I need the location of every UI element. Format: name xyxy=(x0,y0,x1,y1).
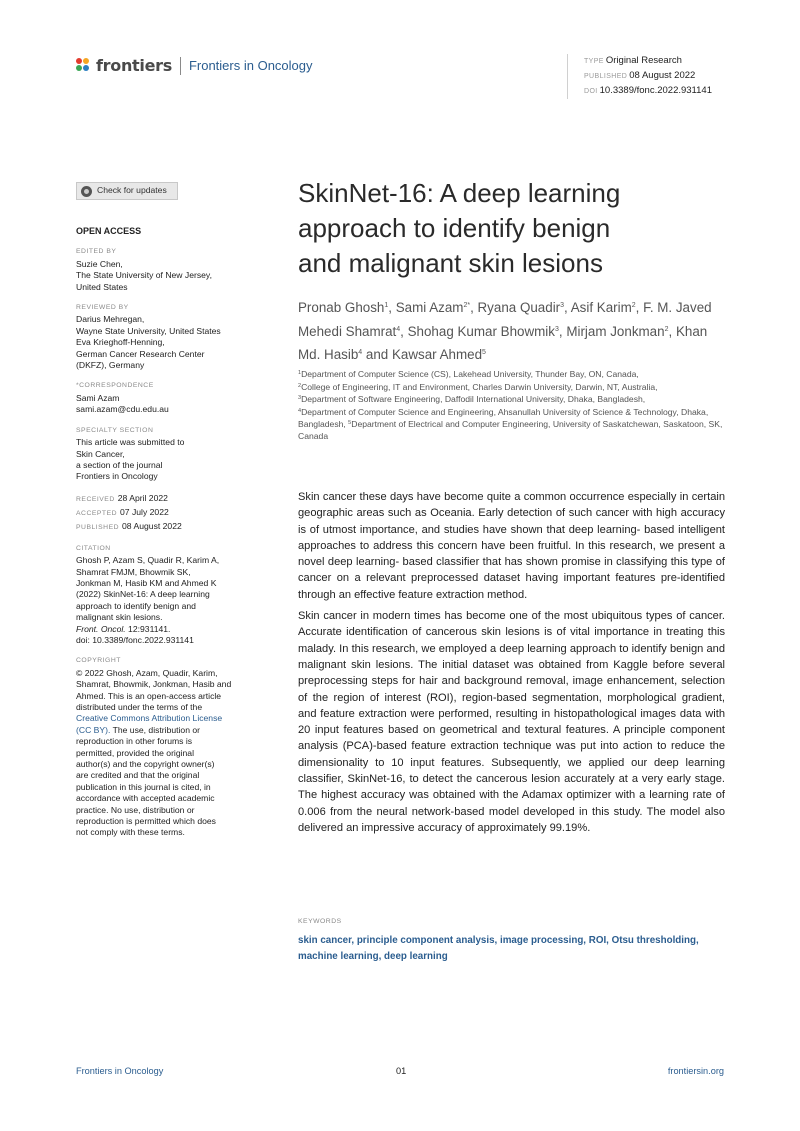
article-meta: TYPE Original Research PUBLISHED 08 August 2022 DOI 10.3389/fonc.2022.931141 xyxy=(567,54,712,99)
published-date: 08 August 2022 xyxy=(629,70,696,81)
dates-section: RECEIVED 28 April 2022 ACCEPTED 07 July 2022 PUBLISHED 08 August 2022 xyxy=(76,492,182,531)
author[interactable]: Kawsar Ahmed$^5$ xyxy=(391,347,486,362)
citation-section: CITATION Ghosh P, Azam S, Quadir R, Karim A, Shamrat FMJM, Bhowmik SK, Jonkman M, Hasib KM and Ahmed K (2022) SkinNet-16: A deep learning approach to identify benign and malignant skin lesions. Front. Oncol. 12:931141. doi: 10.3389/fonc.2022.931141 xyxy=(76,543,246,647)
doi[interactable]: 10.3389/fonc.2022.931141 xyxy=(599,85,712,96)
footer-journal[interactable]: Frontiers in Oncology xyxy=(76,1066,164,1076)
accepted-date: 07 July 2022 xyxy=(120,506,169,517)
author[interactable]: Ryana Quadir$^3$ xyxy=(477,300,565,315)
footer-site-link[interactable]: frontiersin.org xyxy=(667,1066,724,1076)
specialty-section: SPECIALTY SECTION This article was submitted to Skin Cancer, a section of the journal Frontiers in Oncology xyxy=(76,426,185,482)
author[interactable]: Khan Md. Hasib$^4$ xyxy=(298,323,708,362)
article-type: Original Research xyxy=(605,55,682,66)
author[interactable]: Asif Karim$^2$ xyxy=(570,300,636,315)
correspondence-section: *CORRESPONDENCE Sami Azam sami.azam@cdu.edu.au xyxy=(76,380,246,415)
logo-divider xyxy=(180,57,181,75)
check-updates-button[interactable]: Check for updates xyxy=(76,182,178,200)
received-date: 28 April 2022 xyxy=(117,492,168,503)
affiliations: $^1$Department of Computer Science (CS), Lakehead University, Thunder Bay, ON, Canada, $^2$College of Engineering, IT and Environment, Charles Darwin University, Darwin, NT, Australia, $^3$Department of Software Engineering, Daffodil International University, Dhaka, Bangladesh, $^4$Department of Computer Science and Engineering, Ahsanullah University of Science & Technology, Dhaka, Bangladesh, $^5$Department of Electrical and Computer Engineering, University of Saskatchewan, Saskatoon, SK, Canada xyxy=(298,369,723,441)
author[interactable]: F. M. Javed Mehedi Shamrat$^4$ xyxy=(298,300,712,339)
page-number: 01 xyxy=(396,1066,407,1076)
abstract xyxy=(298,489,725,841)
citation-doi[interactable]: doi: 10.3389/fonc.2022.931141 xyxy=(76,634,194,645)
journal-name: Frontiers in Oncology xyxy=(188,58,313,73)
author[interactable]: Sami Azam$^{2*}$ xyxy=(395,300,471,315)
keywords-label: KEYWORDS xyxy=(298,918,342,925)
reviewed-by-section: REVIEWED BY Darius Mehregan, Wayne State University, United States Eva Krieghoff-Henning, German Cancer Research Center (DKFZ), Germany xyxy=(76,304,221,371)
edited-by-section: EDITED BY Suzie Chen, The State University of New Jersey, United States xyxy=(76,248,212,292)
frontiers-logo[interactable] xyxy=(76,56,313,75)
frontiers-logo-icon xyxy=(76,58,92,74)
author-list: Pronab Ghosh$^1$, Sami Azam$^{2*}$, Ryana Quadir$^3$, Asif Karim$^2$, F. M. Javed Mehedi Shamrat$^4$, Shohag Kumar Bhowmik$^3$, Mirjam Jonkman$^2$, Khan Md. Hasib$^4$ and Kawsar Ahmed$^5$ xyxy=(298,300,712,362)
cc-by-link[interactable]: (CC BY). xyxy=(76,724,111,735)
open-access-label: OPEN ACCESS xyxy=(76,226,142,236)
sidebar-published-date: 08 August 2022 xyxy=(122,520,182,531)
copyright-section: COPYRIGHT © 2022 Ghosh, Azam, Quadir, Karim, Shamrat, Bhowmik, Jonkman, Hasib and Ahmed. This is an open-access article distributed under the terms of the Creative Commons Attribution License (CC BY). The use, distribution or reproduction in other forums is permitted, provided the original author(s) and the copyright owner(s) are credited and that the original publication in this journal is cited, in accordance with accepted academic practice. No use, distribution or reproduction is permitted which does not comply with these terms. xyxy=(76,655,246,839)
author[interactable]: Pronab Ghosh$^1$ xyxy=(298,300,389,315)
cc-license-link[interactable]: Creative Commons Attribution License xyxy=(76,713,223,724)
correspondence-email[interactable]: sami.azam@cdu.edu.au xyxy=(76,404,169,415)
crossmark-icon xyxy=(81,186,92,197)
article-title: SkinNet-16: A deep learning approach to identify benign and malignant skin lesions xyxy=(298,178,621,278)
abstract-paragraph: Skin cancer these days have become quite a common occurrence especially in certain geographic areas such as Oceania. Early detection of such cancer with high accuracy is of utmost importance, and studies have shown that deep learning- based intelligent approaches to address this concern have been fruitful. In this research, we present a novel deep learning- based classifier that has shown promise in classifying this type of cancer on a relevant preprocessed dataset having important features pre-identified through an effective feature extraction method. xyxy=(298,491,725,601)
sidebar xyxy=(76,182,246,839)
logo-wordmark: frontiers xyxy=(96,56,172,75)
abstract-paragraph: Skin cancer in modern times has become one of the most ubiquitous types of cancer. Accurate identification of cancerous skin lesions is of vital importance in treating this malady. In this research, we employed a deep learning approach to identify benign and malignant skin lesions. The initial dataset was obtained from Kaggle before several preprocessing steps for hair and background removal, image enhancement, selection of the region of interest (ROI), region-based segmentation, morphological gradient, and feature extraction were performed, resulting in histopathological images data with 20 input features based on geometrical and textural features. A principle component analysis (PCA)-based feature extraction technique was put into action to reduce the dimensionality to 10 input features. Subsequently, we applied our deep learning classifier, SkinNet-16, to detect the cancerous lesion accurately at a very early stage. The highest accuracy was obtained with the Adamax optimizer with a learning rate of 0.006 from the neural network-based model developed in this study. The model also delivered an impressive accuracy of approximately 99.19%. xyxy=(298,610,725,834)
author[interactable]: Shohag Kumar Bhowmik$^3$ xyxy=(407,323,559,339)
keywords[interactable]: skin cancer, principle component analysis, image processing, ROI, Otsu thresholding, machine learning, deep learning xyxy=(298,935,699,962)
page-header xyxy=(76,54,724,96)
author[interactable]: Mirjam Jonkman$^2$ xyxy=(566,323,669,339)
